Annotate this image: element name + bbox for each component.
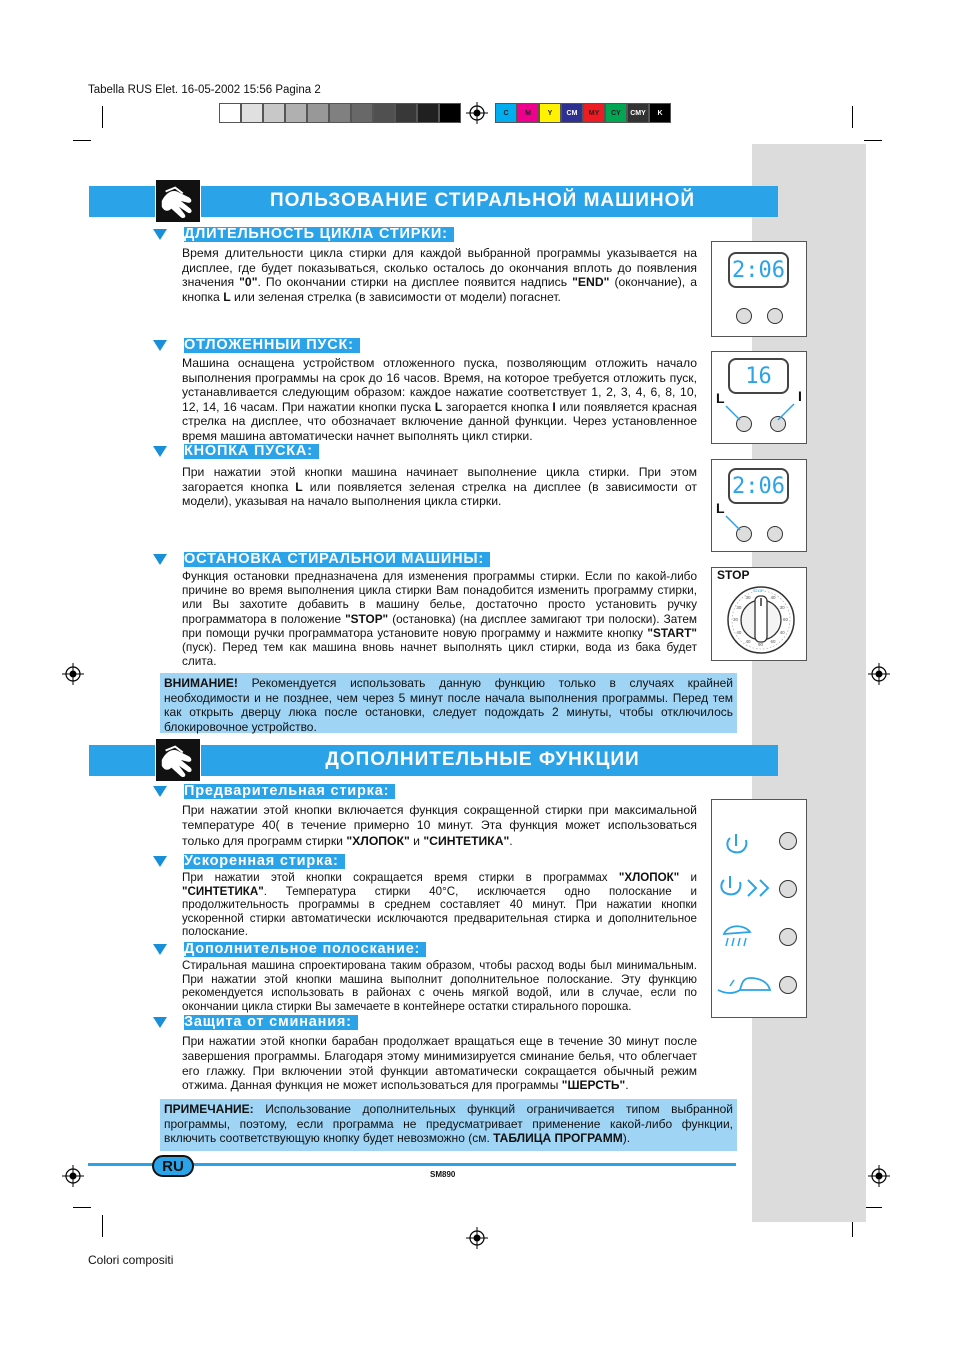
- arrow-pointer-icon: [774, 402, 796, 424]
- section-header-quick: [153, 854, 345, 869]
- registration-mark-icon: [868, 1165, 890, 1187]
- section-title: Ускоренная стирка:: [184, 854, 345, 869]
- function-buttons-panel: [711, 799, 807, 1018]
- triangle-down-icon: [153, 340, 167, 351]
- triangle-down-icon: [153, 856, 167, 867]
- registration-mark-icon: [62, 1165, 84, 1187]
- section-banner-usage: [89, 186, 778, 217]
- model-code: SM890: [430, 1170, 456, 1179]
- crop-mark: [864, 1207, 882, 1208]
- section-title: КНОПКА ПУСКА:: [184, 444, 319, 459]
- section-header-start: [153, 444, 319, 459]
- triangle-down-icon: [153, 554, 167, 565]
- color-swatch: C: [495, 103, 517, 123]
- quick-wash-button: [779, 880, 797, 898]
- hand-icon: [155, 738, 201, 782]
- section-header-crease: [153, 1015, 358, 1030]
- color-swatch: Y: [539, 103, 561, 123]
- gray-swatch: [417, 103, 439, 123]
- gray-swatch: [329, 103, 351, 123]
- arrow-pointer-icon: [724, 404, 744, 424]
- arrow-pointer-icon: [724, 514, 744, 534]
- section-header-duration: [153, 227, 454, 242]
- paragraph-crease: При нажатии этой кнопки барабан продолжает вращаться еще в течение 30 минут после завершения программы. Благодаря этому минимизируется сминание белья, что облегчает его глажку. При включении этой функции автоматически сокращается обычный режим отжима. Данная функция не может использоваться для программы "ШЕРСТЬ".: [182, 1034, 697, 1093]
- crop-mark: [852, 106, 853, 128]
- section-title: Защита от сминания:: [184, 1015, 358, 1030]
- gray-swatch: [241, 103, 263, 123]
- note-ref: ТАБЛИЦА ПРОГРАММ: [493, 1131, 623, 1146]
- triangle-down-icon: [153, 446, 167, 457]
- print-footer: Colori compositi: [88, 1253, 174, 1267]
- quick-wash-icon: [716, 874, 776, 902]
- registration-mark-icon: [466, 102, 488, 124]
- gray-swatch: [307, 103, 329, 123]
- triangle-down-icon: [153, 229, 167, 240]
- paragraph-stop: Функция остановки предназначена для изменения программы стирки. Если по какой-либо причине во время выполнения цикла стирки Вам понадобится изменить программу стирки, или Вы захотите добавить в машину белье, достаточно просто установить ручку программатора в положение "STOP" (остановка) (на дисплее замигают три полоски). Затем при помощи ручки программатора установите новую программу и нажмите кнопку "START" (пуск). Перед тем как машина вновь начнет выполнять цикл стирки, вода из бака будет слита.: [182, 569, 697, 669]
- banner-title: ПОЛЬЗОВАНИЕ СТИРАЛЬНОЙ МАШИНОЙ: [269, 190, 696, 211]
- dial-number: 40: [736, 629, 742, 635]
- prewash-icon: [722, 830, 756, 858]
- registration-mark-icon: [466, 1227, 488, 1249]
- note-end: ).: [622, 1131, 631, 1146]
- crop-mark: [73, 140, 91, 141]
- lcd-display: 16: [728, 358, 789, 394]
- warning-label: ВНИМАНИЕ!: [164, 676, 238, 690]
- panel-button: [767, 308, 783, 324]
- dial-number: 60: [783, 617, 789, 622]
- section-header-stop: [153, 552, 490, 567]
- dial-number: 40: [770, 595, 776, 601]
- paragraph-start: При нажатии этой кнопки машина начинает выполнение цикла стирки. При этом загорается кнопка L или появляется зеленая стрелка на дисплее (в зависимости от модели), указывая на начало выполнения цикла стирки.: [182, 465, 697, 509]
- triangle-down-icon: [153, 1017, 167, 1028]
- extra-rinse-button: [779, 928, 797, 946]
- note-text: Использование дополнительных функций ограничивается типом выбранной программы, поэтому, если программа не предусматривает применение какой-либо функции, включить соответствующую кнопку будет невозможно (см.: [164, 1102, 733, 1146]
- paragraph-prewash: При нажатии этой кнопки включается функция сокращенной стирки при максимальной температуре 40( в течение примерно 10 минут. Эта функция может использоваться только для программ стирки "ХЛОПОК" и "СИНТЕТИКА".: [182, 803, 697, 848]
- color-swatch: MY: [583, 103, 605, 123]
- crop-mark: [102, 1215, 103, 1237]
- crop-mark: [864, 140, 882, 141]
- section-header-rinse: [153, 942, 426, 957]
- grayscale-calibration-bar: [219, 103, 461, 123]
- dial-inner-label: STOP: [753, 588, 764, 593]
- registration-mark-icon: [868, 663, 890, 685]
- dial-number: 30: [779, 604, 785, 610]
- dial-number: 60: [770, 638, 776, 644]
- display-panel-duration: [711, 241, 807, 337]
- stop-label: STOP: [717, 568, 750, 582]
- dial-number: 30: [745, 595, 751, 601]
- color-swatch: CY: [605, 103, 627, 123]
- iron-icon: [716, 972, 774, 998]
- note-label: ПРИМЕЧАНИЕ:: [164, 1102, 254, 1116]
- paragraph-quick: При нажатии этой кнопки сокращается время стирки в программах "ХЛОПОК" и "СИНТЕТИКА". Температура стирки 40°С, исключается одно полоскание и продолжительность программы в среднем составляет 40 минут. При нажатии кнопки ускоренной стирки автоматически исключаются предварительная стирка и дополнительное полоскание.: [182, 871, 697, 939]
- dial-number: 30: [733, 617, 739, 622]
- letter-L: L: [716, 390, 725, 406]
- note-box: [160, 1099, 737, 1151]
- color-swatch: CMY: [627, 103, 649, 123]
- paragraph-delay: Машина оснащена устройством отложенного пуска, позволяющим отложить начало выполнения программы на срок до 16 часов. Время, на которое требуется отложить пуск, устанавливается следующим образом: каждое нажатие соответствует 1, 2, 3, 4, 6, 8, 10, 12, 14, 16 часам. При нажатии кнопки пуска L загорается кнопка I или появляется красная стрелка на дисплее, что обозначает включение данной функции. Через установленное время машина автоматически начнет выполнять цикл стирки.: [182, 356, 697, 443]
- display-panel-delay: [711, 351, 807, 444]
- section-title: ОСТАНОВКА СТИРАЛЬНОЙ МАШИНЫ:: [184, 552, 490, 567]
- gray-swatch: [263, 103, 285, 123]
- gray-swatch: [439, 103, 461, 123]
- gray-swatch: [373, 103, 395, 123]
- dial-number: 40: [779, 629, 785, 635]
- paragraph-rinse: Стиральная машина спроектирована таким образом, чтобы расход воды был минимальным. При нажатии этой кнопки машина выполнит дополнительное полоскание. Эту функцию рекомендуется использовать в районах с очень мягкой водой, или в случае, если по окончании цикла стирки Вы замечаете в контейнере остатки стирального порошка.: [182, 959, 697, 1013]
- language-badge: RU: [152, 1155, 194, 1177]
- warning-text: Рекомендуется использовать данную функцию только в случаях крайней необходимости и не позднее, чем через 5 минут после начала выполнения программы. Перед тем как открыть дверцу люка после остановки, следует подождать 2 минуты, чтобы отключилось блокировочное устройство.: [164, 676, 733, 734]
- dial-number: 40: [745, 638, 751, 644]
- paragraph-duration: Время длительности цикла стирки для каждой выбранной программы указывается на дисплее, где будет показываться, сколько осталось до окончания вплоть до появления значения "0". По окончании стирки на дисплее появится надпись "END" (окончание), а кнопка L или зеленая стрелка (в зависимости от модели) погаснет.: [182, 246, 697, 304]
- crop-mark: [73, 1207, 91, 1208]
- lcd-display: 2:06: [728, 468, 789, 504]
- registration-mark-icon: [62, 663, 84, 685]
- section-title: Предварительная стирка:: [184, 784, 395, 799]
- cmyk-calibration-bar: [495, 103, 671, 123]
- banner-title: ДОПОЛНИТЕЛЬНЫЕ ФУНКЦИИ: [325, 749, 640, 770]
- extra-rinse-icon: [720, 922, 760, 950]
- color-swatch: M: [517, 103, 539, 123]
- gray-swatch: [351, 103, 373, 123]
- crop-mark: [102, 106, 103, 128]
- programmer-dial-panel: [711, 567, 807, 661]
- lcd-display: 2:06: [728, 252, 789, 288]
- section-banner-extra: [89, 745, 778, 776]
- print-header: Tabella RUS Elet. 16-05-2002 15:56 Pagina 2: [88, 84, 321, 96]
- gray-swatch: [219, 103, 241, 123]
- section-title: ОТЛОЖЕННЫЙ ПУСК:: [184, 338, 360, 353]
- hand-icon: [155, 179, 201, 223]
- warning-box: [160, 673, 737, 733]
- section-header-delay: [153, 338, 360, 353]
- display-panel-start: [711, 459, 807, 552]
- panel-button: [736, 308, 752, 324]
- crease-guard-button: [779, 976, 797, 994]
- gray-swatch: [285, 103, 307, 123]
- panel-button: [767, 526, 783, 542]
- prewash-button: [779, 832, 797, 850]
- letter-I: I: [798, 388, 802, 404]
- gray-swatch: [395, 103, 417, 123]
- section-title: ДЛИТЕЛЬНОСТЬ ЦИКЛА СТИРКИ:: [184, 227, 454, 242]
- dial-number: 30: [736, 604, 742, 610]
- triangle-down-icon: [153, 944, 167, 955]
- color-swatch: K: [649, 103, 671, 123]
- letter-L: L: [716, 500, 725, 516]
- triangle-down-icon: [153, 786, 167, 797]
- dial-number: 90: [758, 642, 764, 647]
- section-title: Дополнительное полоскание:: [184, 942, 426, 957]
- color-swatch: CM: [561, 103, 583, 123]
- section-header-prewash: [153, 784, 395, 799]
